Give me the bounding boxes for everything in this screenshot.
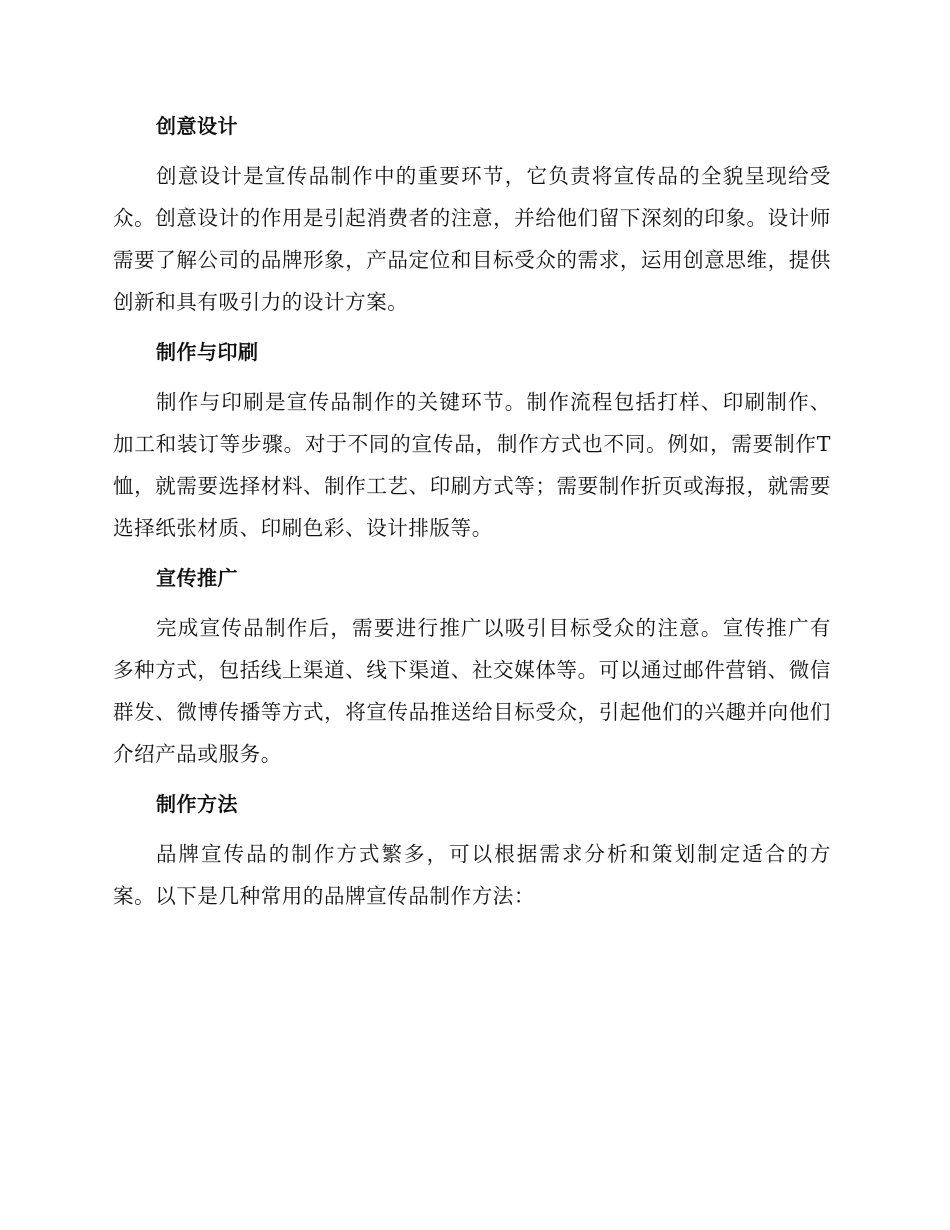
section-heading: 制作方法 (156, 792, 238, 816)
section-promotion (113, 559, 831, 775)
section-paragraph: 制作与印刷是宣传品制作的关键环节。制作流程包括打样、印刷制作、加工和装订等步骤。对于不同的宣传品，制作方式也不同。例如，需要制作T恤，就需要选择材料、制作工艺、印刷方式等；需要制作折页或海报，就需要选择纸张材质、印刷色彩、设计排版等。 (113, 390, 831, 540)
document-content (113, 107, 831, 927)
section-heading: 创意设计 (156, 114, 238, 138)
section-paragraph: 品牌宣传品的制作方式繁多，可以根据需求分析和策划制定适合的方案。以下是几种常用的品牌宣传品制作方法： (113, 842, 831, 908)
section-paragraph: 创意设计是宣传品制作中的重要环节，它负责将宣传品的全貌呈现给受众。创意设计的作用是引起消费者的注意，并给他们留下深刻的印象。设计师需要了解公司的品牌形象，产品定位和目标受众的需求，运用创意思维，提供创新和具有吸引力的设计方案。 (113, 164, 831, 314)
section-heading: 制作与印刷 (156, 340, 259, 364)
section-production-printing (113, 333, 831, 549)
section-heading: 宣传推广 (156, 566, 238, 590)
section-paragraph: 完成宣传品制作后，需要进行推广以吸引目标受众的注意。宣传推广有多种方式，包括线上渠道、线下渠道、社交媒体等。可以通过邮件营销、微信群发、微博传播等方式，将宣传品推送给目标受众，引起他们的兴趣并向他们介绍产品或服务。 (113, 616, 831, 766)
section-production-methods (113, 785, 831, 917)
section-creative-design (113, 107, 831, 323)
